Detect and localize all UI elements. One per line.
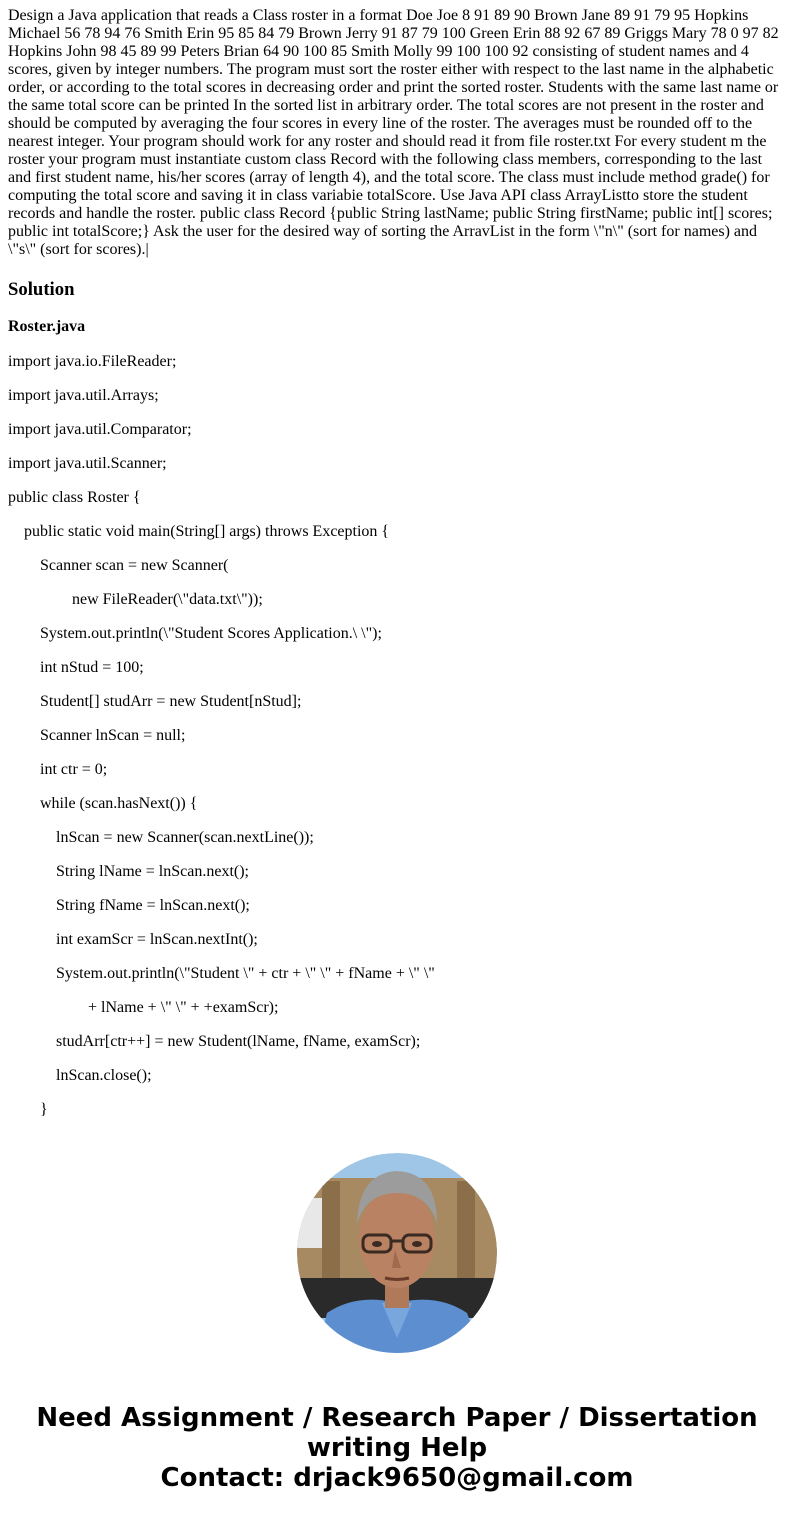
code-line: System.out.println(\"Student \" + ctr + \" \" + fName + \" \" bbox=[56, 965, 435, 982]
code-line: while (scan.hasNext()) { bbox=[40, 795, 198, 812]
code-line: int ctr = 0; bbox=[40, 761, 108, 778]
code-line: import java.util.Arrays; bbox=[8, 387, 159, 404]
code-line: lnScan.close(); bbox=[56, 1067, 152, 1084]
promo-line: writing Help bbox=[306, 1433, 488, 1463]
code-line: + lName + \" \" + +examScr); bbox=[88, 999, 279, 1016]
code-line: import java.util.Comparator; bbox=[8, 421, 192, 438]
question-text: Design a Java application that reads a Class roster in a format Doe Joe 8 91 89 90 Brown Jane 89 91 79 95 Hopkins Michael 56 78 94 76 Smith Erin 95 85 84 79 Brown Jerry 91 87 79 100 Green Erin 88 92 67 89 Griggs Mary 78 0 97 82 Hopkins John 98 45 89 99 Peters Brian 64 90 100 85 Smith Molly 99 100 100 92 consisting of student names and 4 scores, given by integer numbers. The program must sort the roster either with respect to the last name in the alphabetic order, or according to the total scores in decreasing order and print the sorted roster. Students with the same last name or the same total score can be printed In the sorted list in arbitrary order. The total scores are not present in the roster and should be computed by averaging the four scores in every line of the roster. The averages must be rounded off to the nearest integer. Your program should work for any roster and should read it from file roster.txt For every student m the roster your program must instantiate custom class Record with the following class members, corresponding to the last and first student name, his/her scores (array of length 4), and the total score. The class must include method grade() for computing the total score and saving it in class variabie totalScore. Use Java API class ArrayListto store the student records and handle the roster. public class Record {public String lastName; public String firstName; public int[] scores; public int totalScore;} Ask the user for the desired way of sorting the ArravList in the form \"n\" (sort for names) and \"s\" (sort for scores).| bbox=[8, 7, 779, 258]
code-line: int nStud = 100; bbox=[40, 659, 144, 676]
code-line: Scanner lnScan = null; bbox=[40, 727, 186, 744]
person-photo-icon bbox=[297, 1153, 497, 1353]
code-line: public class Roster { bbox=[8, 489, 141, 506]
code-line: studArr[ctr++] = new Student(lName, fName, examScr); bbox=[56, 1033, 421, 1050]
code-line: Scanner scan = new Scanner( bbox=[40, 557, 229, 574]
code-line: new FileReader(\"data.txt\")); bbox=[72, 591, 263, 608]
code-line: } bbox=[40, 1101, 48, 1118]
solution-heading: Solution bbox=[8, 279, 75, 300]
author-avatar bbox=[297, 1153, 497, 1353]
code-line: import java.util.Scanner; bbox=[8, 455, 167, 472]
code-line: int examScr = lnScan.nextInt(); bbox=[56, 931, 258, 948]
code-line: import java.io.FileReader; bbox=[8, 353, 177, 370]
code-line: System.out.println(\"Student Scores Application.\ \"); bbox=[40, 625, 382, 642]
code-line: public static void main(String[] args) throws Exception { bbox=[24, 523, 390, 540]
promo-line: Need Assignment / Research Paper / Dissertation bbox=[36, 1403, 758, 1433]
code-line: lnScan = new Scanner(scan.nextLine()); bbox=[56, 829, 314, 846]
code-line: String lName = lnScan.next(); bbox=[56, 863, 249, 880]
file-name-heading: Roster.java bbox=[8, 318, 86, 335]
code-line: Student[] studArr = new Student[nStud]; bbox=[40, 693, 302, 710]
promo-banner bbox=[0, 1403, 794, 1493]
promo-contact: Contact: drjack9650@gmail.com bbox=[160, 1463, 634, 1493]
code-line: String fName = lnScan.next(); bbox=[56, 897, 250, 914]
